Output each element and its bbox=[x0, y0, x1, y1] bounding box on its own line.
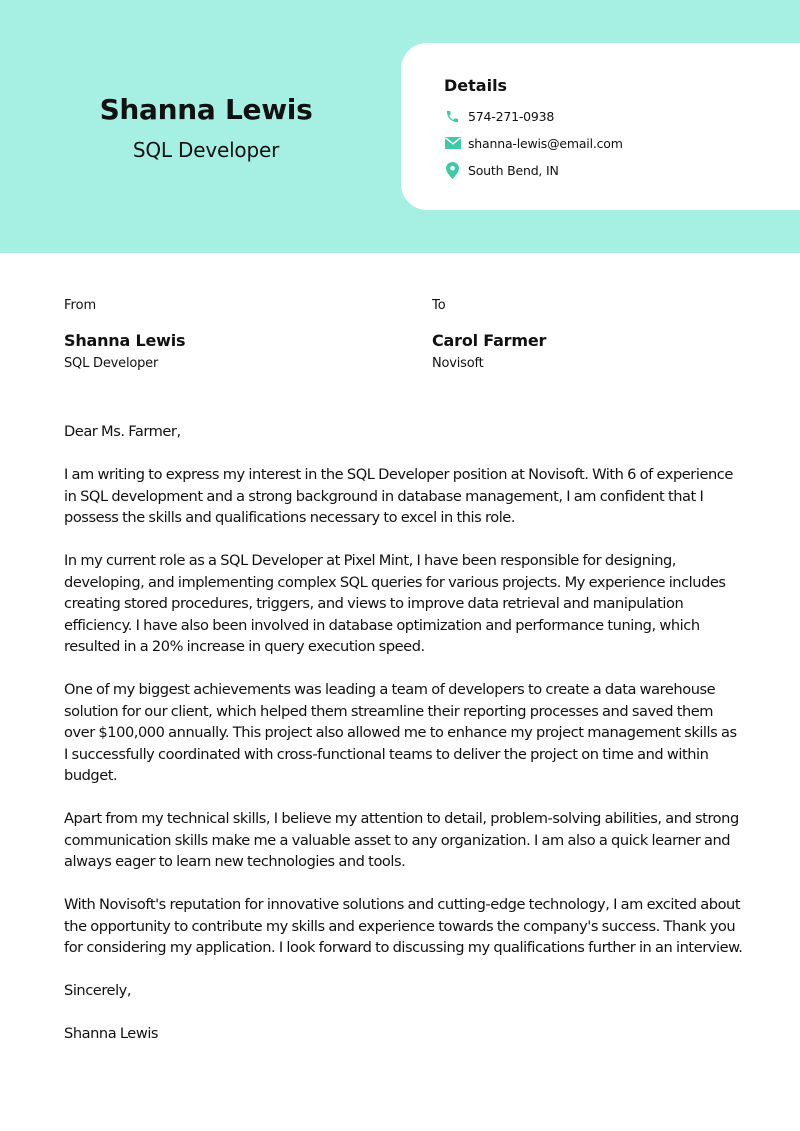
salutation: Dear Ms. Farmer, bbox=[64, 423, 181, 440]
signature: Shanna Lewis bbox=[64, 1025, 159, 1042]
to-label: To bbox=[432, 298, 446, 313]
hero-block bbox=[60, 92, 352, 163]
recipient-name: Carol Farmer bbox=[432, 331, 547, 350]
details-card bbox=[401, 43, 800, 210]
from-label: From bbox=[64, 298, 97, 313]
location-pin-icon bbox=[444, 162, 461, 179]
email-icon bbox=[444, 135, 461, 152]
sender-name: Shanna Lewis bbox=[64, 331, 186, 350]
paragraph: With Novisoft's reputation for innovative solutions and cutting-edge technology, I am excited about the opportunity to contribute my skills and experience towards the company's success. Thank you for considering my application. I look forward to discussing my qualifications further in an interview. bbox=[64, 896, 743, 956]
location: South Bend, IN bbox=[468, 162, 559, 178]
applicant-job-title: SQL Developer bbox=[132, 138, 280, 162]
email-address: shanna-lewis@email.com bbox=[468, 135, 623, 151]
detail-email bbox=[444, 134, 623, 152]
recipient-company: Novisoft bbox=[432, 356, 484, 371]
applicant-name: Shanna Lewis bbox=[99, 93, 313, 126]
paragraph: I am writing to express my interest in the SQL Developer position at Novisoft. With 6 of experience in SQL development and a strong background in database management, I am confident that I possess the skills and qualifications necessary to excel in this role. bbox=[64, 466, 733, 526]
phone-number: 574-271-0938 bbox=[468, 108, 555, 124]
sender-title: SQL Developer bbox=[64, 356, 159, 371]
paragraph: Apart from my technical skills, I believe my attention to detail, problem-solving abilities, and strong communication skills make me a valuable asset to any organization. I am also a quick learner and always eager to learn new technologies and tools. bbox=[64, 810, 739, 870]
detail-phone bbox=[444, 107, 554, 125]
letter-body bbox=[64, 421, 744, 1045]
phone-icon bbox=[444, 108, 461, 125]
paragraph: In my current role as a SQL Developer at Pixel Mint, I have been responsible for designing, developing, and implementing complex SQL queries for various projects. My experience includes creating stored procedures, triggers, and views to improve data retrieval and manipulation efficiency. I have also been involved in database optimization and performance tuning, which resulted in a 20% increase in query execution speed. bbox=[64, 552, 726, 655]
detail-location bbox=[444, 161, 559, 179]
details-heading: Details bbox=[444, 76, 508, 95]
paragraph: One of my biggest achievements was leading a team of developers to create a data warehouse solution for our client, which helped them streamline their reporting processes and saved them over $100,000 annually. This project also allowed me to enhance my project management skills as I successfully coordinated with cross-functional teams to deliver the project on time and within budget. bbox=[64, 681, 737, 784]
closing: Sincerely, bbox=[64, 982, 132, 999]
